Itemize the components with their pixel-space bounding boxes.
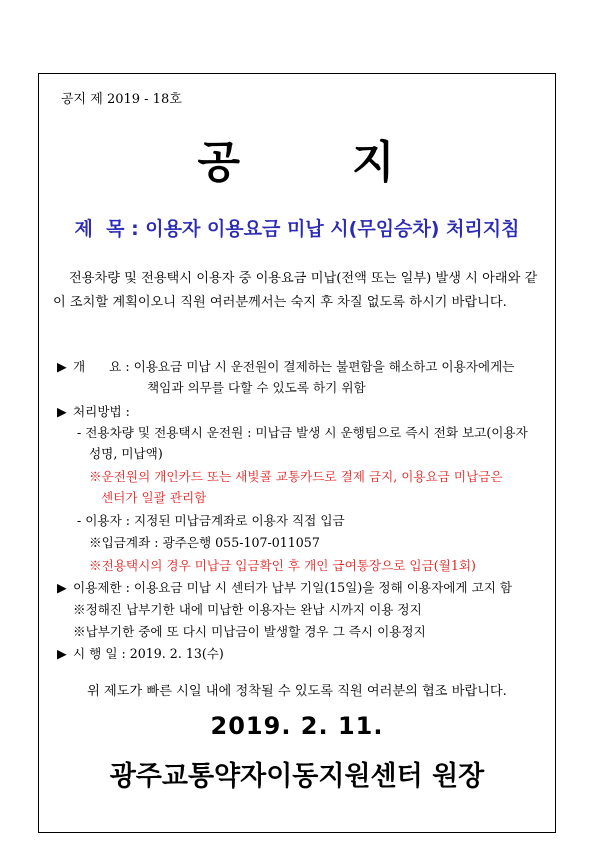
notice-number: 공지 제 2019 - 18호 bbox=[61, 92, 182, 107]
triangle-bullet-icon: ▶ bbox=[57, 359, 67, 374]
organization-signature: 광주교통약자이동지원센터 원장 bbox=[109, 761, 485, 792]
method-item bbox=[57, 401, 130, 420]
restriction-note1: ※정해진 납부기한 내에 미납한 이용자는 완납 시까지 이용 정지 bbox=[73, 602, 422, 617]
restriction-item bbox=[57, 577, 512, 596]
triangle-bullet-icon: ▶ bbox=[57, 646, 67, 661]
intro-paragraph: 전용차량 및 전용택시 이용자 중 이용요금 미납(전액 또는 일부) 발생 시 아래와 같이 조치할 계획이오니 직원 여러분께서는 숙지 후 차질 없도록 하시기 바랍니다. bbox=[53, 271, 538, 310]
driver-line1: - 전용차량 및 전용택시 운전원 : 미납금 발생 시 운행팀으로 즉시 전화 보고(이용자 bbox=[77, 425, 528, 440]
user-line: - 이용자 : 지정된 미납금계좌로 이용자 직접 입금 bbox=[77, 513, 345, 528]
driver-warning-line1: ※운전원의 개인카드 또는 새빛콜 교통카드로 결제 금지, 이용요금 미납금은 bbox=[89, 469, 503, 484]
title-char-left: 공 bbox=[197, 137, 242, 188]
purpose-line2: 책임과 의무를 다할 수 있도록 하기 위함 bbox=[147, 380, 366, 395]
taxi-warning: ※전용택시의 경우 미납금 입금확인 후 개인 급여통장으로 입금(월1회) bbox=[89, 558, 476, 573]
triangle-bullet-icon: ▶ bbox=[57, 404, 67, 419]
effective-line: 시 행 일 : 2019. 2. 13(수) bbox=[73, 646, 224, 661]
title-char-right: 지 bbox=[352, 137, 397, 188]
driver-warning-line2: 센터가 일괄 관리함 bbox=[101, 490, 207, 505]
closing-sentence: 위 제도가 빠른 시일 내에 정착될 수 있도록 직원 여러분의 협조 바랍니다. bbox=[87, 684, 507, 699]
effective-item bbox=[57, 643, 224, 662]
method-label: 처리방법 : bbox=[73, 404, 130, 419]
notice-frame bbox=[38, 73, 556, 833]
purpose-item bbox=[57, 356, 514, 375]
driver-line2: 성명, 미납액) bbox=[89, 446, 163, 461]
account-line: ※입금계좌 : 광주은행 055-107-011057 bbox=[89, 535, 320, 550]
purpose-line1: 개 요 : 이용요금 미납 시 운전원이 결제하는 불편함을 해소하고 이용자에게는 bbox=[73, 359, 515, 374]
restriction-note2: ※납부기한 중에 또 다시 미납금이 발생할 경우 그 즉시 이용정지 bbox=[73, 624, 426, 639]
subject-line: 제 목 : 이용자 이용요금 미납 시(무임승차) 처리지침 bbox=[74, 218, 520, 240]
page-title bbox=[39, 126, 555, 190]
triangle-bullet-icon: ▶ bbox=[57, 580, 67, 595]
restriction-line: 이용제한 : 이용요금 미납 시 센터가 납부 기일(15일)을 정해 이용자에게 고지 함 bbox=[73, 580, 513, 595]
issue-date: 2019. 2. 11. bbox=[210, 712, 384, 740]
